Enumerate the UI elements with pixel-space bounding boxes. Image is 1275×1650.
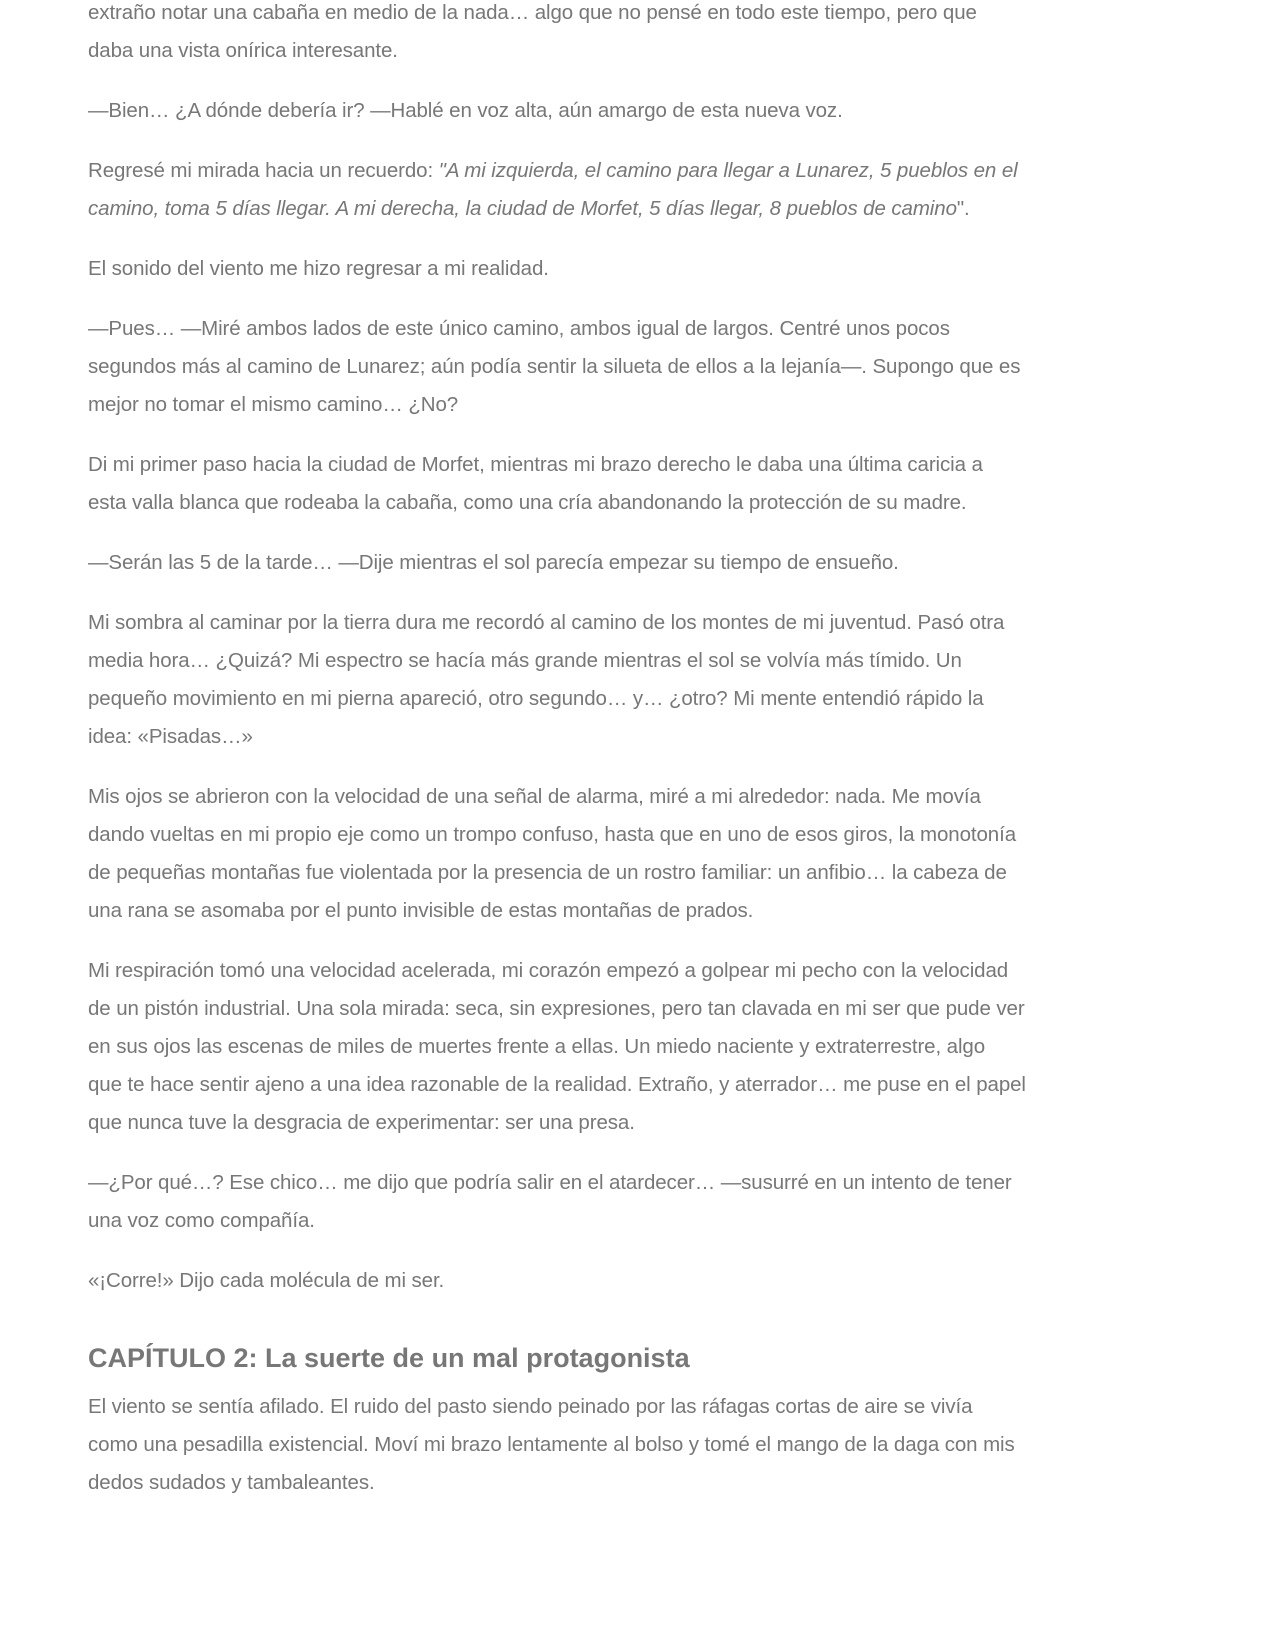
text-segment: extraño notar una cabaña en medio de la nada… algo que no pensé en todo este tiempo, pero que bbox=[88, 1, 977, 24]
paragraph bbox=[88, 1164, 1128, 1240]
text-line bbox=[88, 92, 1128, 130]
text-line bbox=[88, 544, 1128, 582]
text-segment: mejor no tomar el mismo camino… ¿No? bbox=[88, 393, 459, 416]
text-line bbox=[88, 1202, 1128, 1240]
paragraph bbox=[88, 250, 1128, 288]
document-body bbox=[88, 0, 1128, 1524]
text-line bbox=[88, 190, 1128, 228]
text-segment: El sonido del viento me hizo regresar a mi realidad. bbox=[88, 257, 549, 280]
text-line bbox=[88, 778, 1128, 816]
text-segment: de un pistón industrial. Una sola mirada: seca, sin expresiones, pero tan clavada en mi ser que pude ver bbox=[88, 997, 1025, 1020]
italic-text: camino, toma 5 días llegar. A mi derecha, la ciudad de Morfet, 5 días llegar, 8 pueblos de camino bbox=[88, 197, 957, 220]
italic-text: "A mi izquierda, el camino para llegar a Lunarez, 5 pueblos en el bbox=[438, 159, 1018, 182]
paragraph bbox=[88, 778, 1128, 930]
paragraph bbox=[88, 952, 1128, 1142]
text-segment: —Bien… ¿A dónde debería ir? —Hablé en voz alta, aún amargo de esta nueva voz. bbox=[88, 99, 843, 122]
text-segment: Mi sombra al caminar por la tierra dura me recordó al camino de los montes de mi juventud. Pasó otra bbox=[88, 611, 1005, 634]
text-segment: El viento se sentía afilado. El ruido del pasto siendo peinado por las ráfagas cortas de aire se vivía bbox=[88, 1395, 973, 1418]
text-line bbox=[88, 446, 1128, 484]
text-segment: daba una vista onírica interesante. bbox=[88, 39, 398, 62]
text-line bbox=[88, 484, 1128, 522]
text-line bbox=[88, 1262, 1128, 1300]
text-line bbox=[88, 348, 1128, 386]
paragraph bbox=[88, 0, 1128, 70]
paragraph bbox=[88, 152, 1128, 228]
text-segment: Regresé mi mirada hacia un recuerdo: bbox=[88, 159, 439, 182]
text-line bbox=[88, 604, 1128, 642]
text-segment: dando vueltas en mi propio eje como un trompo confuso, hasta que en uno de esos giros, la monotonía bbox=[88, 823, 1017, 846]
paragraph bbox=[88, 92, 1128, 130]
paragraph bbox=[88, 1388, 1128, 1502]
text-line bbox=[88, 310, 1128, 348]
text-segment: que nunca tuve la desgracia de experimentar: ser una presa. bbox=[88, 1111, 635, 1134]
text-segment: Di mi primer paso hacia la ciudad de Morfet, mientras mi brazo derecho le daba una última caricia a bbox=[88, 453, 983, 476]
text-line bbox=[88, 386, 1128, 424]
text-segment: Mi respiración tomó una velocidad acelerada, mi corazón empezó a golpear mi pecho con la velocidad bbox=[88, 959, 1009, 982]
text-line bbox=[88, 32, 1128, 70]
text-segment: pequeño movimiento en mi pierna apareció, otro segundo… y… ¿otro? Mi mente entendió rápido la bbox=[88, 687, 984, 710]
text-line bbox=[88, 1104, 1128, 1142]
text-segment: —Pues… —Miré ambos lados de este único camino, ambos igual de largos. Centré unos pocos bbox=[88, 317, 950, 340]
text-line bbox=[88, 152, 1128, 190]
chapter-heading: CAPÍTULO 2: La suerte de un mal protagonista bbox=[88, 1343, 690, 1373]
text-segment: que te hace sentir ajeno a una idea razonable de la realidad. Extraño, y aterrador… me puse en el papel bbox=[88, 1073, 1026, 1096]
text-segment: media hora… ¿Quizá? Mi espectro se hacía más grande mientras el sol se volvía más tímido. Un bbox=[88, 649, 962, 672]
paragraph bbox=[88, 310, 1128, 424]
text-segment: de pequeñas montañas fue violentada por la presencia de un rostro familiar: un anfibio… la cabeza de bbox=[88, 861, 1007, 884]
text-line bbox=[88, 0, 1128, 32]
text-segment: —Serán las 5 de la tarde… —Dije mientras el sol parecía empezar su tiempo de ensueño. bbox=[88, 551, 899, 574]
paragraph bbox=[88, 544, 1128, 582]
text-segment: como una pesadilla existencial. Moví mi brazo lentamente al bolso y tomé el mango de la daga con mis bbox=[88, 1433, 1015, 1456]
text-line bbox=[88, 854, 1128, 892]
text-line bbox=[88, 1464, 1128, 1502]
text-line bbox=[88, 642, 1128, 680]
text-line bbox=[88, 952, 1128, 990]
text-segment: dedos sudados y tambaleantes. bbox=[88, 1471, 375, 1494]
text-segment: una voz como compañía. bbox=[88, 1209, 315, 1232]
text-segment: Mis ojos se abrieron con la velocidad de una señal de alarma, miré a mi alrededor: nada. Me movía bbox=[88, 785, 981, 808]
text-line bbox=[88, 892, 1128, 930]
text-segment: una rana se asomaba por el punto invisible de estas montañas de prados. bbox=[88, 899, 754, 922]
text-line bbox=[88, 1426, 1128, 1464]
paragraph bbox=[88, 446, 1128, 522]
paragraph bbox=[88, 604, 1128, 756]
text-segment: segundos más al camino de Lunarez; aún podía sentir la silueta de ellos a la lejanía—. Supongo que es bbox=[88, 355, 1021, 378]
text-segment: en sus ojos las escenas de miles de muertes frente a ellas. Un miedo naciente y extraterrestre, algo bbox=[88, 1035, 986, 1058]
text-line bbox=[88, 816, 1128, 854]
text-line bbox=[88, 250, 1128, 288]
text-line bbox=[88, 1164, 1128, 1202]
text-segment: esta valla blanca que rodeaba la cabaña, como una cría abandonando la protección de su madre. bbox=[88, 491, 967, 514]
text-segment: ". bbox=[956, 197, 970, 220]
text-segment: idea: «Pisadas…» bbox=[88, 725, 253, 748]
text-line bbox=[88, 718, 1128, 756]
text-line bbox=[88, 1028, 1128, 1066]
text-line bbox=[88, 1066, 1128, 1104]
paragraph bbox=[88, 1262, 1128, 1300]
text-line bbox=[88, 1388, 1128, 1426]
text-line bbox=[88, 990, 1128, 1028]
text-line bbox=[88, 680, 1128, 718]
text-segment: «¡Corre!» Dijo cada molécula de mi ser. bbox=[88, 1269, 445, 1292]
text-segment: —¿Por qué…? Ese chico… me dijo que podría salir en el atardecer… —susurré en un intento de tener bbox=[88, 1171, 1012, 1194]
